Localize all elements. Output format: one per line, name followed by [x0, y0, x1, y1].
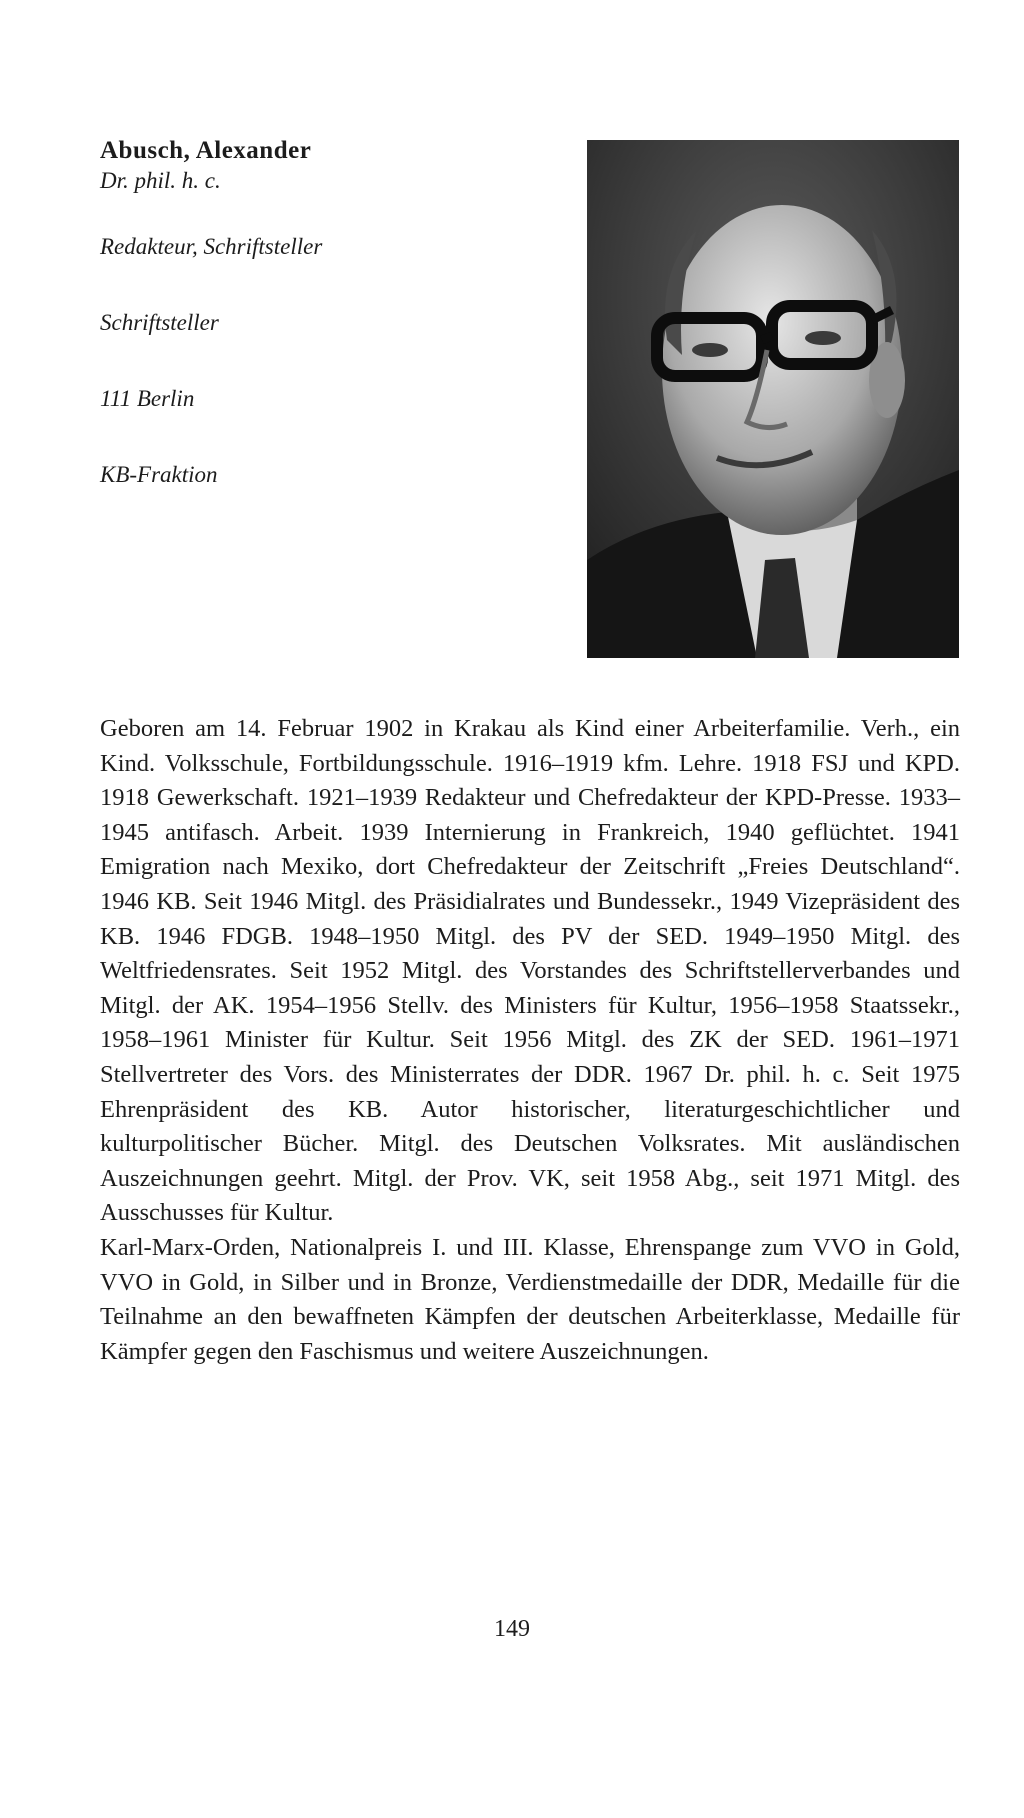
faction: KB-Fraktion [100, 462, 218, 487]
entry-header [100, 136, 560, 487]
person-name: Abusch, Alexander [100, 137, 312, 164]
biography-section [100, 712, 960, 1369]
academic-title: Dr. phil. h. c. [100, 168, 221, 193]
awards-text: Karl-Marx-Orden, Nationalpreis I. und III. Klasse, Ehrenspange zum VVO in Gold, VVO in Gold, in Silber und in Bronze, Verdienstmedaille der DDR, Medaille für die Teilnahme an den bewaffneten Kämpfen der deutschen Arbeiterklasse, Medaille für Kämpfer gegen den Faschismus und weitere Auszeichnungen. [100, 1233, 960, 1365]
page-number: 149 [494, 1616, 530, 1642]
occupation: Schriftsteller [100, 310, 219, 335]
portrait-illustration [587, 140, 959, 658]
biography-text: Geboren am 14. Februar 1902 in Krakau als Kind einer Arbeiterfamilie. Verh., ein Kind. Volksschule, Fortbildungsschule. 1916–1919 kfm. Lehre. 1918 FSJ und KPD. 1918 Gewerkschaft. 1921–1939 Redakteur und Chefredakteur der KPD-Presse. 1933–1945 antifasch. Arbeit. 1939 Internierung in Frankreich, 1940 geflüchtet. 1941 Emigration nach Mexiko, dort Chefredakteur der Zeitschrift „Freies Deutschland“. 1946 KB. Seit 1946 Mitgl. des Präsidialrates und Bundessekr., 1949 Vizepräsident des KB. 1946 FDGB. 1948–1950 Mitgl. des PV der SED. 1949–1950 Mitgl. des Weltfriedensrates. Seit 1952 Mitgl. des Vorstandes des Schriftstellerverbandes und Mitgl. der AK. 1954–1956 Stellv. des Ministers für Kultur, 1956–1958 Staatssekr., 1958–1961 Minister für Kultur. Seit 1956 Mitgl. des ZK der SED. 1961–1971 Stellvertreter des Vors. des Ministerrates der DDR. 1967 Dr. phil. h. c. Seit 1975 Ehrenpräsident des KB. Autor historischer, literaturgeschichtlicher und kulturpolitischer Bücher. Mitgl. des Deutschen Volksrates. Mit ausländischen Auszeichnungen geehrt. Mitgl. der Prov. VK, seit 1958 Abg., seit 1971 Mitgl. des Ausschusses für Kultur. [100, 715, 960, 1227]
location: 111 Berlin [100, 386, 195, 411]
portrait-photo [587, 140, 959, 658]
profession: Redakteur, Schriftsteller [100, 234, 323, 259]
